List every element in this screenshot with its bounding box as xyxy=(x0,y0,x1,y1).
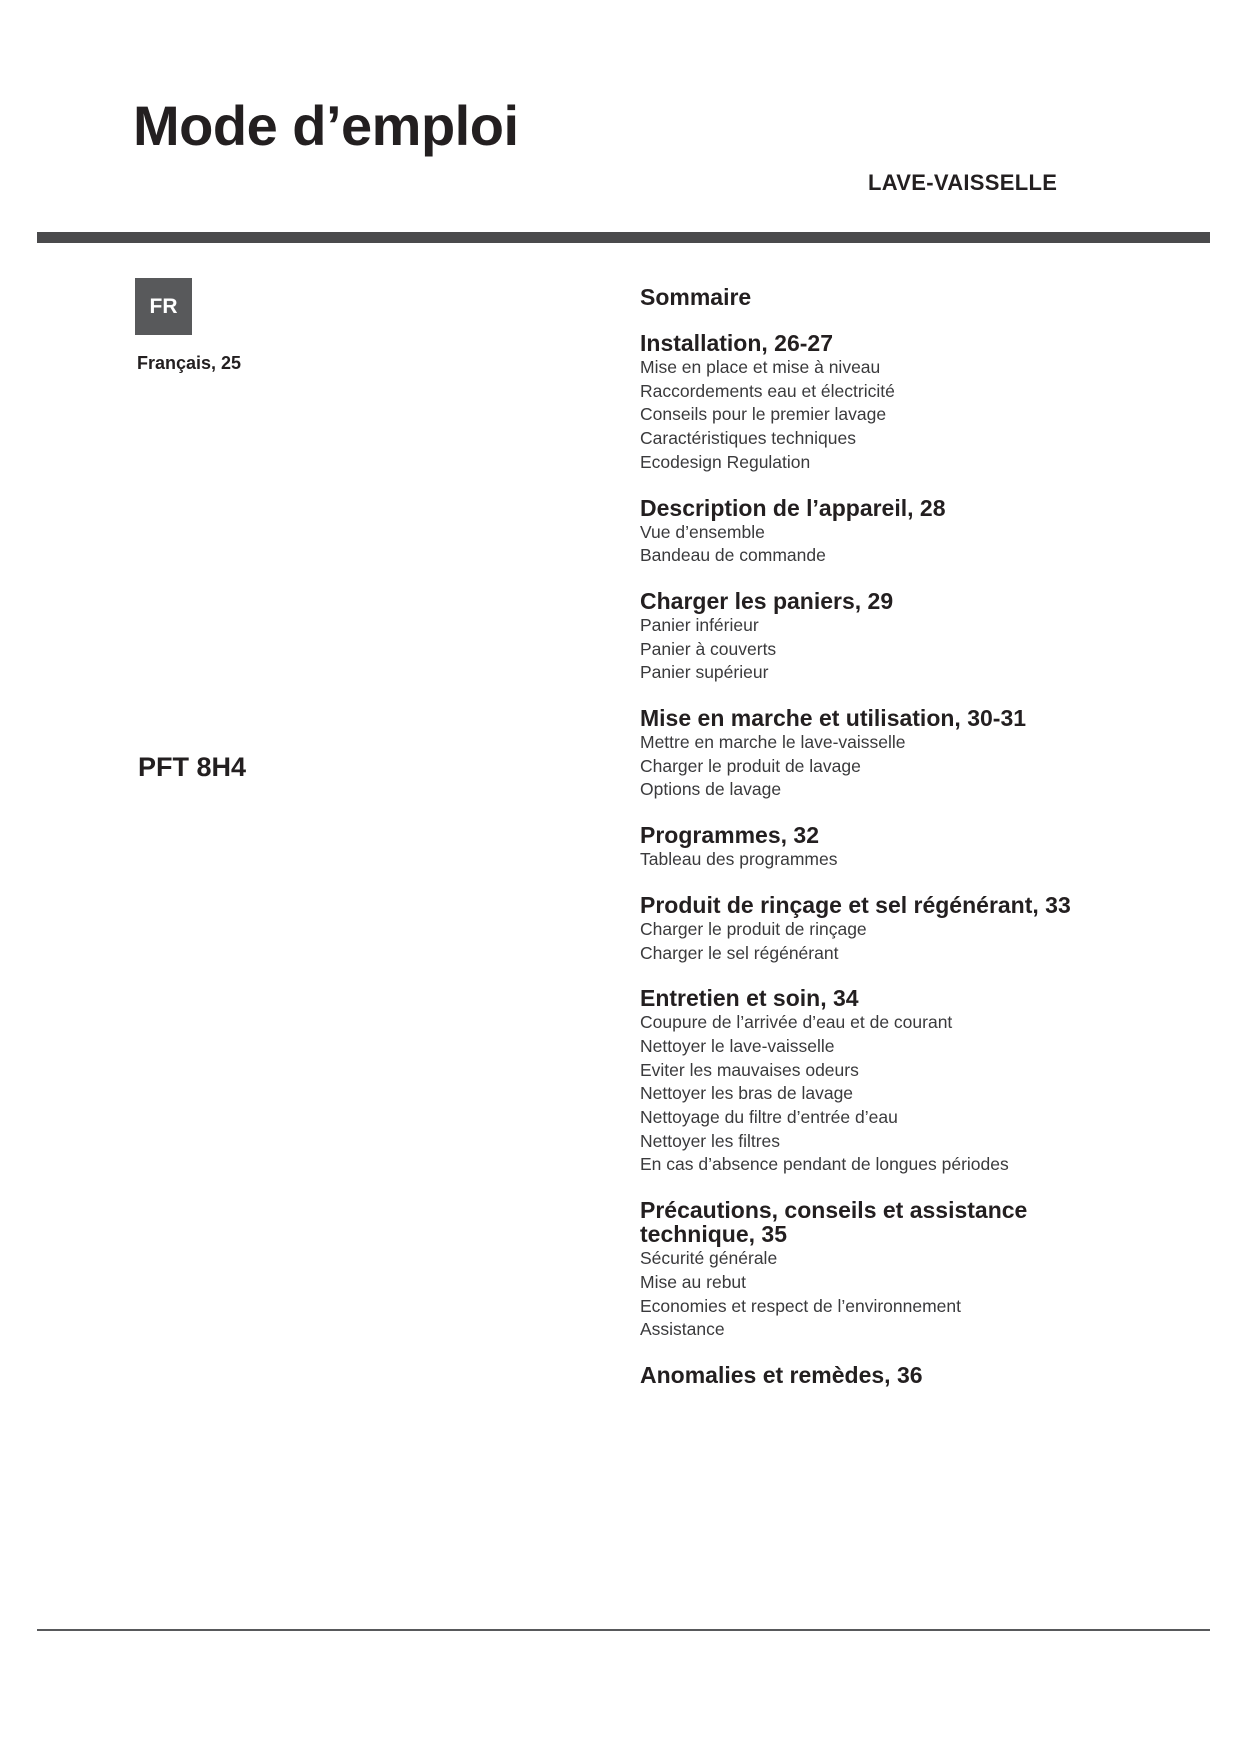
toc-item: Tableau des programmes xyxy=(640,849,838,870)
language-badge: FR xyxy=(135,278,192,335)
toc-item: Nettoyer les bras de lavage xyxy=(640,1083,854,1104)
toc-item: Coupure de l’arrivée d’eau et de courant xyxy=(640,1012,953,1033)
toc-item: Conseils pour le premier lavage xyxy=(640,404,887,425)
toc-item: Charger le sel régénérant xyxy=(640,942,839,963)
toc-item: Options de lavage xyxy=(640,779,782,800)
model-number: PFT 8H4 xyxy=(138,752,247,782)
toc-item: Charger le produit de lavage xyxy=(640,755,861,776)
toc-item: Caractéristiques techniques xyxy=(640,428,856,449)
toc-section-mise-en-marche xyxy=(640,706,1200,802)
language-label: Français, 25 xyxy=(137,353,242,373)
toc-item: En cas d’absence pendant de longues périodes xyxy=(640,1154,1009,1175)
toc-item: Ecodesign Regulation xyxy=(640,451,811,472)
toc-section-description xyxy=(640,496,1200,568)
toc-section-title: Charger les paniers, 29 xyxy=(640,587,894,614)
toc-item: Nettoyage du filtre d’entrée d’eau xyxy=(640,1107,898,1128)
toc-item: Vue d’ensemble xyxy=(640,521,765,542)
toc-item: Panier supérieur xyxy=(640,662,769,683)
toc-item: Nettoyer les filtres xyxy=(640,1130,781,1151)
toc-item: Panier à couverts xyxy=(640,638,777,659)
toc-section-title: Mise en marche et utilisation, 30-31 xyxy=(640,705,1027,732)
toc-section-title: Produit de rinçage et sel régénérant, 33 xyxy=(640,891,1071,918)
toc-item: Mise en place et mise à niveau xyxy=(640,357,881,377)
toc-item: Bandeau de commande xyxy=(640,545,826,566)
product-type: LAVE-VAISSELLE xyxy=(868,170,1058,195)
top-divider xyxy=(37,232,1210,243)
toc-section-title: Installation, 26-27 xyxy=(640,330,834,356)
toc-section-rincage xyxy=(640,893,1200,965)
toc-item: Mettre en marche le lave-vaisselle xyxy=(640,732,906,753)
toc-item: Raccordements eau et électricité xyxy=(640,380,895,401)
toc-section-title: Anomalies et remèdes, 36 xyxy=(640,1361,923,1388)
toc-section-paniers xyxy=(640,589,1200,685)
toc-section-title: Précautions, conseils et assistance technique, 35 xyxy=(640,1197,1028,1248)
toc-item: Nettoyer le lave-vaisselle xyxy=(640,1035,835,1056)
manual-title: Mode d’emploi xyxy=(133,94,519,157)
toc-section-entretien xyxy=(640,986,1200,1177)
toc-item: Economies et respect de l’environnement xyxy=(640,1295,962,1316)
toc-item: Mise au rebut xyxy=(640,1271,747,1292)
toc-section-anomalies xyxy=(640,1363,1200,1387)
toc-section-installation xyxy=(640,331,1200,475)
toc-section-programmes xyxy=(640,823,1200,872)
toc-section-title: Programmes, 32 xyxy=(640,822,819,849)
toc-item: Eviter les mauvaises odeurs xyxy=(640,1059,859,1080)
bottom-divider xyxy=(37,1629,1210,1631)
toc-item: Panier inférieur xyxy=(640,614,759,635)
toc-item: Charger le produit de rinçage xyxy=(640,918,867,939)
table-of-contents xyxy=(640,283,1200,1408)
toc-section-title: Description de l’appareil, 28 xyxy=(640,494,946,521)
toc-section-precautions xyxy=(640,1198,1200,1342)
toc-item: Sécurité générale xyxy=(640,1248,778,1269)
toc-section-title: Entretien et soin, 34 xyxy=(640,985,859,1012)
toc-heading: Sommaire xyxy=(640,284,752,310)
toc-item: Assistance xyxy=(640,1319,725,1340)
